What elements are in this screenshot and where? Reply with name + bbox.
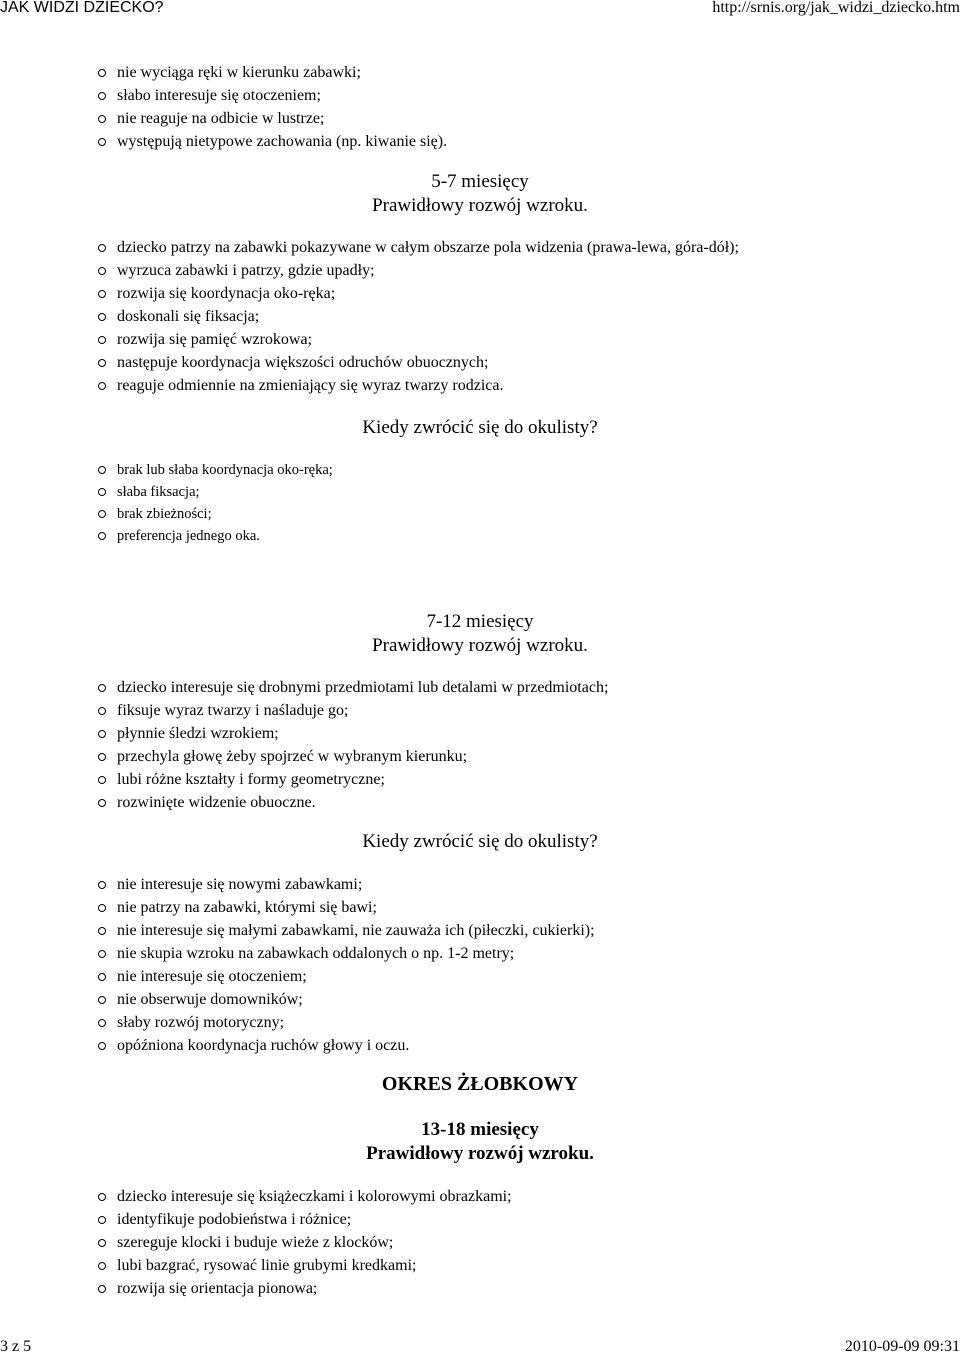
period-title: OKRES ŻŁOBKOWY [381, 1073, 579, 1095]
list-item: fiksuje wyraz twarzy i naśladuje go; [98, 699, 608, 722]
section-age-5-7: 5-7 miesięcy [431, 171, 529, 192]
list-item: rozwija się pamięć wzrokowa; [98, 328, 739, 351]
when-title-5-7: Kiedy zwrócić się do okulisty? [362, 417, 598, 438]
list-item: występują nietypowe zachowania (np. kiwanie się). [98, 130, 447, 153]
bullet-icon [98, 359, 106, 367]
bullet-icon [98, 904, 106, 912]
list-item: rozwija się orientacja pionowa; [98, 1277, 512, 1300]
list-item: nie interesuje się małymi zabawkami, nie zauważa ich (piłeczki, cukierki); [98, 919, 595, 942]
list-top [98, 61, 447, 153]
bullet-icon [98, 313, 106, 321]
page-footer-page-number: 3 z 5 [0, 1338, 32, 1355]
bullet-icon [98, 684, 106, 692]
bullet-icon [98, 532, 106, 540]
list-item: lubi różne kształty i formy geometryczne; [98, 768, 608, 791]
section-subtitle-13-18: Prawidłowy rozwój wzroku. [366, 1143, 594, 1164]
list-item: dziecko patrzy na zabawki pokazywane w całym obszarze pola widzenia (prawa-lewa, góra-dół); [98, 236, 739, 259]
section-subtitle-5-7: Prawidłowy rozwój wzroku. [372, 195, 588, 216]
list-item: rozwija się koordynacja oko-ręka; [98, 282, 739, 305]
list-item: wyrzuca zabawki i patrzy, gdzie upadły; [98, 259, 739, 282]
bullet-icon [98, 927, 106, 935]
list-item: doskonali się fiksacja; [98, 305, 739, 328]
section-age-7-12: 7-12 miesięcy [426, 611, 534, 632]
list-item: opóźniona koordynacja ruchów głowy i oczu. [98, 1034, 595, 1057]
bullet-icon [98, 244, 106, 252]
list-item: brak zbieżności; [98, 503, 333, 525]
list-item: reaguje odmiennie na zmieniający się wyraz twarzy rodzica. [98, 374, 739, 397]
bullet-icon [98, 92, 106, 100]
bullet-icon [98, 466, 106, 474]
bullet-icon [98, 336, 106, 344]
section-age-13-18: 13-18 miesięcy [421, 1119, 539, 1140]
list-item: nie patrzy na zabawki, którymi się bawi; [98, 896, 595, 919]
bullet-icon [98, 510, 106, 518]
bullet-icon [98, 115, 106, 123]
list-item: brak lub słaba koordynacja oko-ręka; [98, 459, 333, 481]
bullet-icon [98, 267, 106, 275]
list-normal-13-18 [98, 1185, 512, 1300]
list-warning-5-7 [98, 459, 333, 547]
bullet-icon [98, 1193, 106, 1201]
list-item: rozwinięte widzenie obuoczne. [98, 791, 608, 814]
bullet-icon [98, 69, 106, 77]
bullet-icon [98, 753, 106, 761]
bullet-icon [98, 1216, 106, 1224]
list-item: przechyla głowę żeby spojrzeć w wybranym kierunku; [98, 745, 608, 768]
bullet-icon [98, 799, 106, 807]
list-item: nie skupia wzroku na zabawkach oddalonych o np. 1-2 metry; [98, 942, 595, 965]
list-item: dziecko interesuje się drobnymi przedmiotami lub detalami w przedmiotach; [98, 676, 608, 699]
bullet-icon [98, 290, 106, 298]
list-item: nie obserwuje domowników; [98, 988, 595, 1011]
bullet-icon [98, 488, 106, 496]
bullet-icon [98, 950, 106, 958]
bullet-icon [98, 382, 106, 390]
bullet-icon [98, 973, 106, 981]
list-item: lubi bazgrać, rysować linie grubymi kredkami; [98, 1254, 512, 1277]
section-subtitle-7-12: Prawidłowy rozwój wzroku. [372, 635, 588, 656]
bullet-icon [98, 776, 106, 784]
list-item: słabo interesuje się otoczeniem; [98, 84, 447, 107]
list-item: płynnie śledzi wzrokiem; [98, 722, 608, 745]
list-item: słaba fiksacja; [98, 481, 333, 503]
bullet-icon [98, 1042, 106, 1050]
list-warning-7-12 [98, 873, 595, 1057]
bullet-icon [98, 881, 106, 889]
list-item: nie interesuje się otoczeniem; [98, 965, 595, 988]
bullet-icon [98, 707, 106, 715]
list-item: identyfikuje podobieństwa i różnice; [98, 1208, 512, 1231]
bullet-icon [98, 996, 106, 1004]
page-footer-datetime: 2010-09-09 09:31 [844, 1338, 960, 1355]
list-normal-7-12 [98, 676, 608, 814]
bullet-icon [98, 1285, 106, 1293]
bullet-icon [98, 1239, 106, 1247]
list-item: dziecko interesuje się książeczkami i kolorowymi obrazkami; [98, 1185, 512, 1208]
page-header-url: http://srnis.org/jak_widzi_dziecko.htm [712, 0, 960, 16]
bullet-icon [98, 1019, 106, 1027]
list-item: preferencja jednego oka. [98, 525, 333, 547]
list-item: szereguje klocki i buduje wieże z klocków; [98, 1231, 512, 1254]
list-item: następuje koordynacja większości odruchów obuocznych; [98, 351, 739, 374]
list-item: nie interesuje się nowymi zabawkami; [98, 873, 595, 896]
list-normal-5-7 [98, 236, 739, 397]
bullet-icon [98, 138, 106, 146]
list-item: nie wyciąga ręki w kierunku zabawki; [98, 61, 447, 84]
list-item: słaby rozwój motoryczny; [98, 1011, 595, 1034]
when-title-7-12: Kiedy zwrócić się do okulisty? [362, 831, 598, 852]
page-header-title: JAK WIDZI DZIECKO? [0, 0, 164, 16]
bullet-icon [98, 730, 106, 738]
list-item: nie reaguje na odbicie w lustrze; [98, 107, 447, 130]
bullet-icon [98, 1262, 106, 1270]
